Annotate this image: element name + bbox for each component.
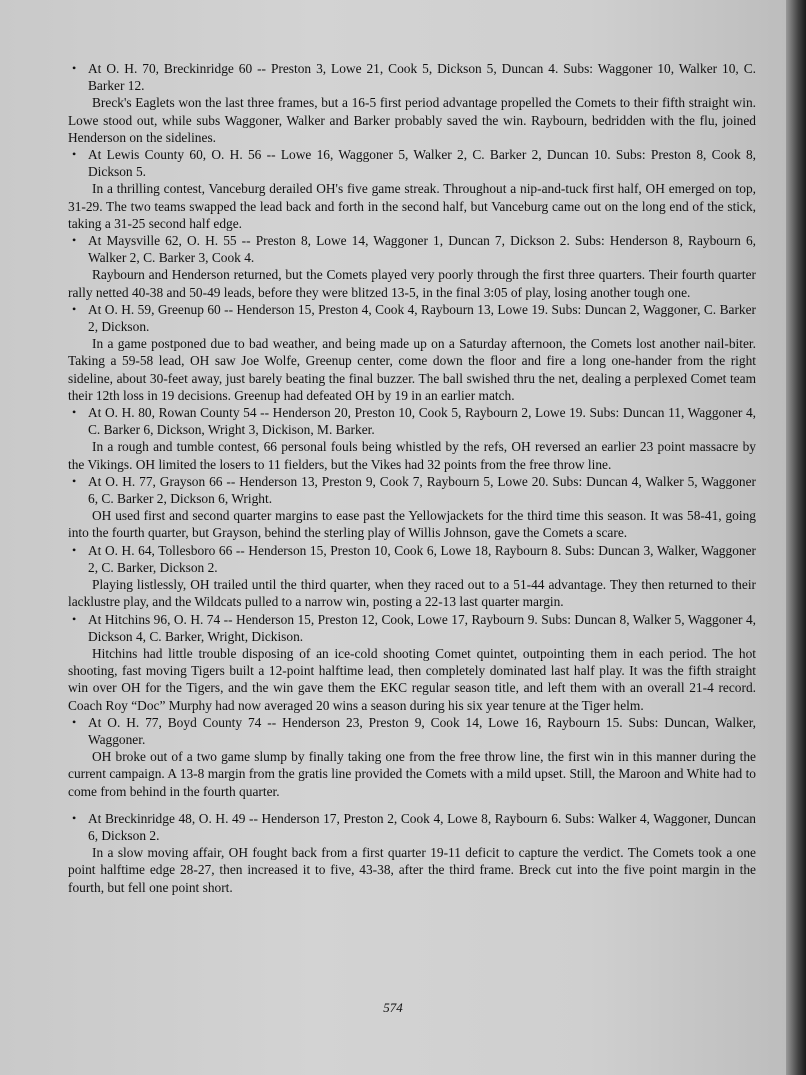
game-result-text: At Breckinridge 48, O. H. 49 -- Henderson 17, Preston 2, Cook 4, Lowe 8, Raybourn 6. Subs: Walker 4, Waggoner, Duncan 6, Dickson 2. (88, 810, 756, 843)
game-result-text: At O. H. 80, Rowan County 54 -- Henderson 20, Preston 10, Cook 5, Raybourn 2, Lowe 19. Subs: Duncan 11, Waggoner 4, C. Barker 6, Dickson, Wright 3, Dickison, M. Barker. (88, 405, 756, 438)
recap-text: Hitchins had little trouble disposing of an ice-cold shooting Comet quintet, outpointing them in each period. The hot shooting, fast moving Tigers built a 12-point halftime lead, then completely dominated last half play. It was the fifth straight win over OH for the Tigers, and the win gave them the EKC regular season title, and left them with an overall 21-4 record. Coach Roy “Doc” Murphy had now averaged 20 wins a season during his six year tenure at the Tiger helm. (68, 645, 756, 713)
game-result-text: At Hitchins 96, O. H. 74 -- Henderson 15, Preston 12, Cook, Lowe 17, Raybourn 9. Subs: Duncan 8, Walker 5, Waggoner 4, Dickson 4, C. Barker, Wright, Dickison. (88, 611, 756, 644)
game-result-text: At Lewis County 60, O. H. 56 -- Lowe 16, Waggoner 5, Walker 2, C. Barker 2, Duncan 10. Subs: Preston 8, Cook 8, Dickson 5. (88, 147, 756, 180)
game-result-line (68, 301, 756, 335)
recap-text: Playing listlessly, OH trailed until the third quarter, when they raced out to a 51-44 advantage. They then returned to their lacklustre play, and the Wildcats pulled to a narrow win, posting a 22-13 last quarter margin. (68, 577, 756, 610)
page-text (68, 60, 756, 896)
bullet-icon: • (72, 233, 77, 248)
book-spine-shadow (786, 0, 806, 1075)
game-result-text: At O. H. 77, Boyd County 74 -- Henderson 23, Preston 9, Cook 14, Lowe 16, Raybourn 15. Subs: Duncan, Walker, Waggoner. (88, 714, 756, 747)
game-result-line (68, 404, 756, 438)
game-result-line (68, 146, 756, 180)
page-number: 574 (383, 1000, 403, 1015)
recap-text: In a game postponed due to bad weather, and being made up on a Saturday afternoon, the Comets lost another nail-biter. Taking a 59-58 lead, OH saw Joe Wolfe, Greenup center, come down the floor and fire a long one-hander from the right sideline, about 30-feet away, just barely beating the final buzzer. The ball swished thru the net, dealing a perplexed Comet team their 12th loss in 19 decisions. Greenup had defeated OH by 19 in an earlier match. (68, 336, 756, 403)
bullet-icon: • (72, 301, 77, 316)
bullet-icon: • (72, 61, 77, 75)
game-result-line (68, 60, 756, 94)
game-recap-paragraph (68, 266, 756, 300)
game-recap-paragraph (68, 748, 756, 800)
game-result-line (68, 810, 756, 844)
game-recap-paragraph (68, 507, 756, 541)
game-result-line (68, 714, 756, 748)
game-recap-paragraph (68, 335, 756, 404)
recap-text: Breck's Eaglets won the last three frames, but a 16-5 first period advantage propelled the Comets to their fifth straight win. Lowe stood out, while subs Waggoner, Walker and Barker probably saved the win. Raybourn, bedridden with the flu, joined Henderson on the sidelines. (68, 95, 756, 145)
game-recap-paragraph (68, 180, 756, 232)
game-recap-paragraph (68, 438, 756, 472)
recap-text: OH broke out of a two game slump by finally taking one from the free throw line, the first win in this manner during the current campaign. A 13-8 margin from the gratis line provided the Comets with a mild upset. Still, the Maroon and White had to come from behind in the fourth quarter. (68, 749, 756, 799)
bullet-icon: • (72, 405, 77, 420)
game-result-text: At Maysville 62, O. H. 55 -- Preston 8, Lowe 14, Waggoner 1, Duncan 7, Dickson 2. Subs: Henderson 8, Raybourn 6, Walker 2, C. Barker 3, Cook 4. (88, 233, 756, 266)
game-result-line (68, 611, 756, 645)
game-recap-paragraph (68, 576, 756, 610)
game-recap-paragraph (68, 844, 756, 896)
recap-text: Raybourn and Henderson returned, but the Comets played very poorly through the first three quarters. Their fourth quarter rally netted 40-38 and 50-49 leads, before they were blitzed 13-5, in the final 3:05 of play, losing another tough one. (68, 267, 756, 300)
bullet-icon: • (72, 611, 77, 626)
bullet-icon: • (72, 542, 77, 557)
bullet-icon: • (72, 473, 77, 488)
game-result-line (68, 473, 756, 507)
recap-text: In a rough and tumble contest, 66 personal fouls being whistled by the refs, OH reversed an earlier 23 point massacre by the Vikings. OH limited the losers to 11 fielders, but the Vikes had 32 points from the free throw line. (68, 439, 756, 472)
game-result-text: At O. H. 59, Greenup 60 -- Henderson 15, Preston 4, Cook 4, Raybourn 13, Lowe 19. Subs: Duncan 2, Waggoner, C. Barker 2, Dickson. (88, 301, 756, 335)
game-result-text: At O. H. 64, Tollesboro 66 -- Henderson 15, Preston 10, Cook 6, Lowe 18, Raybourn 8. Subs: Duncan 3, Walker, Waggoner 2, C. Barker, Dickson 2. (88, 542, 756, 575)
recap-text: In a thrilling contest, Vanceburg derailed OH's five game streak. Throughout a nip-and-tuck first half, OH emerged on top, 31-29. The two teams swapped the lead back and forth in the second half, but Vanceburg came out on the long end of the stick, taking a 31-25 second half edge. (68, 181, 756, 231)
recap-text: OH used first and second quarter margins to ease past the Yellowjackets for the third time this season. It was 58-41, going into the fourth quarter, but Grayson, behind the sterling play of Willis Johnson, gave the Comets a scare. (68, 508, 756, 541)
game-result-line (68, 542, 756, 576)
recap-text: In a slow moving affair, OH fought back from a first quarter 19-11 deficit to capture the verdict. The Comets took a one point halftime edge 28-27, then increased it to five, 43-38, after the third frame. Breck cut into the five point margin in the fourth, but fell one point short. (68, 845, 756, 895)
game-result-text: At O. H. 77, Grayson 66 -- Henderson 13, Preston 9, Cook 7, Raybourn 5, Lowe 20. Subs: Duncan 4, Walker 5, Waggoner 6, C. Barker 2, Dickson 6, Wright. (88, 473, 756, 507)
bullet-icon: • (72, 810, 77, 825)
game-recap-paragraph (68, 645, 756, 714)
bullet-icon: • (72, 147, 77, 162)
game-result-line (68, 232, 756, 266)
game-result-text: At O. H. 70, Breckinridge 60 -- Preston 3, Lowe 21, Cook 5, Dickson 5, Duncan 4. Subs: Waggoner 10, Walker 10, C. Barker 12. (88, 61, 756, 94)
game-recap-paragraph (68, 94, 756, 146)
bullet-icon: • (72, 714, 77, 729)
